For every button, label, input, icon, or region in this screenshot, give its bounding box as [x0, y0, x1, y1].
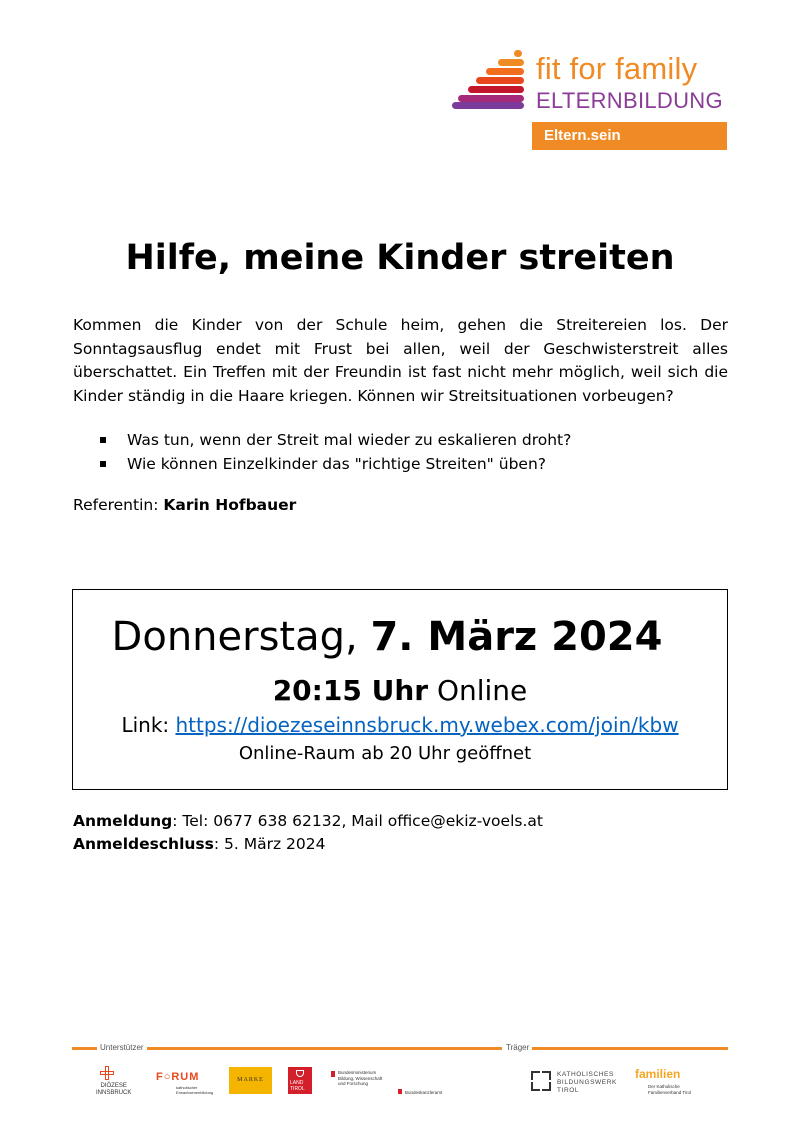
eagle-shield-icon	[296, 1070, 304, 1077]
bullet-square-icon	[100, 437, 106, 443]
page-title: Hilfe, meine Kinder streiten	[125, 238, 675, 278]
forum-logo: F○RUM	[156, 1071, 200, 1083]
logo-bar	[468, 86, 524, 93]
event-time: 20:15 Uhr Online	[272, 674, 528, 707]
deadline-line: Anmeldeschluss: 5. März 2024	[73, 835, 326, 853]
bullet-square-icon	[100, 461, 106, 467]
question-list	[100, 428, 571, 476]
logo-bar	[476, 77, 524, 84]
registration-info	[73, 810, 543, 856]
logo-bar	[452, 102, 524, 109]
program-badge: Eltern.sein	[532, 122, 727, 150]
list-item: Was tun, wenn der Streit mal wieder zu eskalieren droht?	[100, 428, 571, 452]
speaker-line: Referentin: Karin Hofbauer	[73, 496, 297, 514]
ministry-logo-text: Bundesministerium Bildung, Wissenschaft und Forschung	[338, 1070, 383, 1086]
speaker-name: Karin Hofbauer	[163, 496, 297, 514]
list-item: Wie können Einzelkinder das "richtige Streiten" üben?	[100, 452, 571, 476]
marke-logo: MARKE	[229, 1067, 272, 1094]
ministry-flag-icon	[331, 1071, 335, 1077]
webex-link[interactable]: https://dioezeseinnsbruck.my.webex.com/join/kbw	[175, 713, 679, 737]
online-room-note: Online-Raum ab 20 Uhr geöffnet	[238, 743, 532, 764]
event-link-line: Link: https://dioezeseinnsbruck.my.webex.com/join/kbw	[121, 713, 679, 737]
kanzleramt-logo-text: Bundeskanzleramt	[405, 1090, 443, 1095]
registration-line: Anmeldung: Tel: 0677 638 62132, Mail office@ekiz-voels.at	[73, 812, 543, 830]
dioezese-logo-text: DIÖZESE INNSBRUCK	[96, 1083, 132, 1096]
dioezese-cross-icon	[100, 1066, 114, 1080]
intro-paragraph: Kommen die Kinder von der Schule heim, gehen die Streitereien los. Der Sonntagsausflug endet mit Frust bei allen, weil der Geschwisterstreit alles überschattet. Ein Treffen mit der Freundin ist fast nicht mehr möglich, weil sich die Kinder ständig in die Haare kriegen. Können wir Streitsituationen vorbeugen?	[73, 316, 728, 405]
forum-sub: katholischer Erwachsenenbildung	[176, 1085, 214, 1095]
familien-logo: familien	[635, 1067, 681, 1081]
carriers-rule	[504, 1047, 728, 1050]
familien-sub: Der Katholische Familienverband Tirol	[648, 1084, 692, 1095]
logo-dot	[514, 50, 522, 57]
kanzleramt-flag-icon	[398, 1089, 402, 1094]
supporters-label: Unterstützer	[97, 1043, 147, 1052]
logo-bar	[498, 59, 524, 66]
logo-bar	[458, 95, 524, 102]
carriers-label: Träger	[503, 1043, 532, 1052]
logo-bar	[486, 68, 524, 75]
logo-title: fit for family	[536, 51, 698, 86]
logo-stairs-graphic	[448, 50, 528, 110]
kbw-logo-text: KATHOLISCHES BILDUNGSWERK TIROL	[557, 1071, 617, 1094]
land-tirol-logo: LAND TIROL	[288, 1067, 312, 1094]
event-date: Donnerstag, 7. März 2024	[111, 614, 663, 660]
kbw-bracket-icon	[531, 1071, 551, 1091]
logo-subtitle: ELTERNBILDUNG	[536, 88, 723, 113]
